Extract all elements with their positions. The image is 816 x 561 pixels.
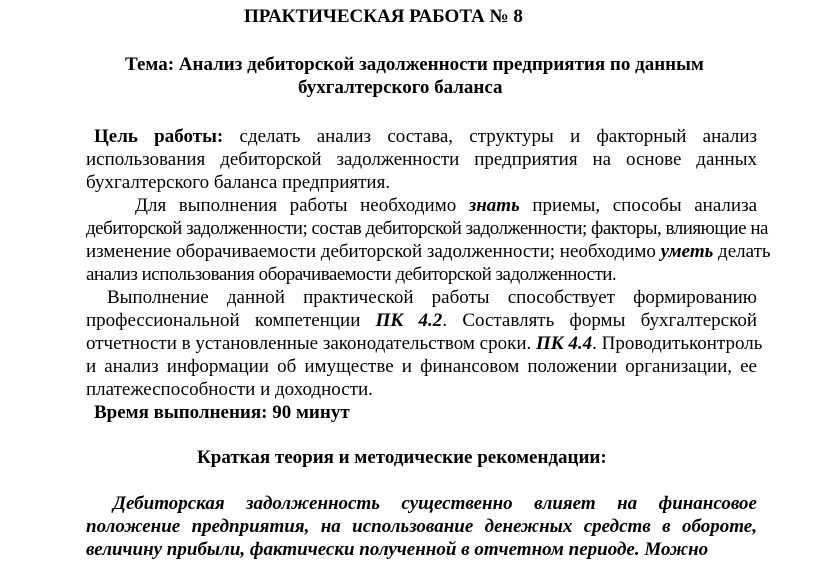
competence-line-4: и анализ информации об имуществе и финансовом положении организации, ее bbox=[86, 356, 757, 377]
competence-text-3a: отчетности в установленные законодательством сроки. bbox=[86, 333, 532, 354]
competence-code-group bbox=[376, 310, 757, 331]
topic-line-1: Тема: Анализ дебиторской задолженности предприятия по данным bbox=[125, 54, 704, 75]
requirements-know: знать bbox=[468, 195, 520, 216]
page-title: ПРАКТИЧЕСКАЯ РАБОТА № 8 bbox=[244, 6, 523, 27]
requirements-line-1 bbox=[135, 195, 757, 217]
competence-text-3b: . Проводитьконтроль bbox=[592, 333, 763, 354]
competence-line-3 bbox=[86, 333, 763, 355]
competence-code-4-2: ПК 4.2 bbox=[375, 310, 443, 331]
goal-line-2: использования дебиторской задолженности предприятия на основе данных bbox=[86, 149, 757, 170]
execution-time: Время выполнения: 90 минут bbox=[94, 402, 350, 423]
theory-line-3: величину прибыли, фактически полученной в отчетном периоде. Можно bbox=[86, 539, 709, 560]
goal-label: Цель работы: bbox=[94, 126, 224, 147]
competence-code-group-2 bbox=[536, 333, 762, 354]
competence-line-1: Выполнение данной практической работы способствует формированию bbox=[107, 287, 757, 308]
topic-line-2: бухгалтерского баланса bbox=[298, 77, 503, 98]
requirements-text-3a: изменение оборачиваемости дебиторской задолженности; необходимо bbox=[86, 241, 656, 262]
requirements-line-4: анализ использования оборачиваемости дебиторской задолженности. bbox=[86, 264, 617, 285]
competence-line-2 bbox=[86, 310, 757, 332]
competence-text-2a: профессиональной компетенции bbox=[86, 310, 361, 331]
goal-line-3: бухгалтерского баланса предприятия. bbox=[86, 172, 391, 193]
goal-text-1: сделать анализ состава, структуры и факторный анализ bbox=[239, 126, 757, 147]
competence-line-5: платежеспособности и доходности. bbox=[86, 379, 373, 400]
theory-line-2: положение предприятия, на использование денежных средств в обороте, bbox=[86, 516, 757, 537]
competence-code-4-4: ПК 4.4 bbox=[536, 333, 593, 354]
requirements-line-2: дебиторской задолженности; состав дебиторской задолженности; факторы, влияющие на bbox=[86, 218, 768, 239]
requirements-text-1b: приемы, способы анализа bbox=[532, 195, 758, 216]
requirements-text-1a: Для выполнения работы необходимо bbox=[135, 195, 457, 216]
goal-line-1 bbox=[86, 126, 757, 148]
requirements-line-3 bbox=[86, 241, 771, 263]
theory-line-1: Дебиторская задолженность существенно влияет на финансовое bbox=[113, 493, 757, 514]
requirements-can: уметь bbox=[660, 241, 714, 262]
theory-heading: Краткая теория и методические рекомендации: bbox=[197, 447, 607, 468]
requirements-text-3b: делать bbox=[718, 241, 771, 262]
competence-text-2b: . Составлять формы бухгалтерской bbox=[442, 310, 758, 331]
